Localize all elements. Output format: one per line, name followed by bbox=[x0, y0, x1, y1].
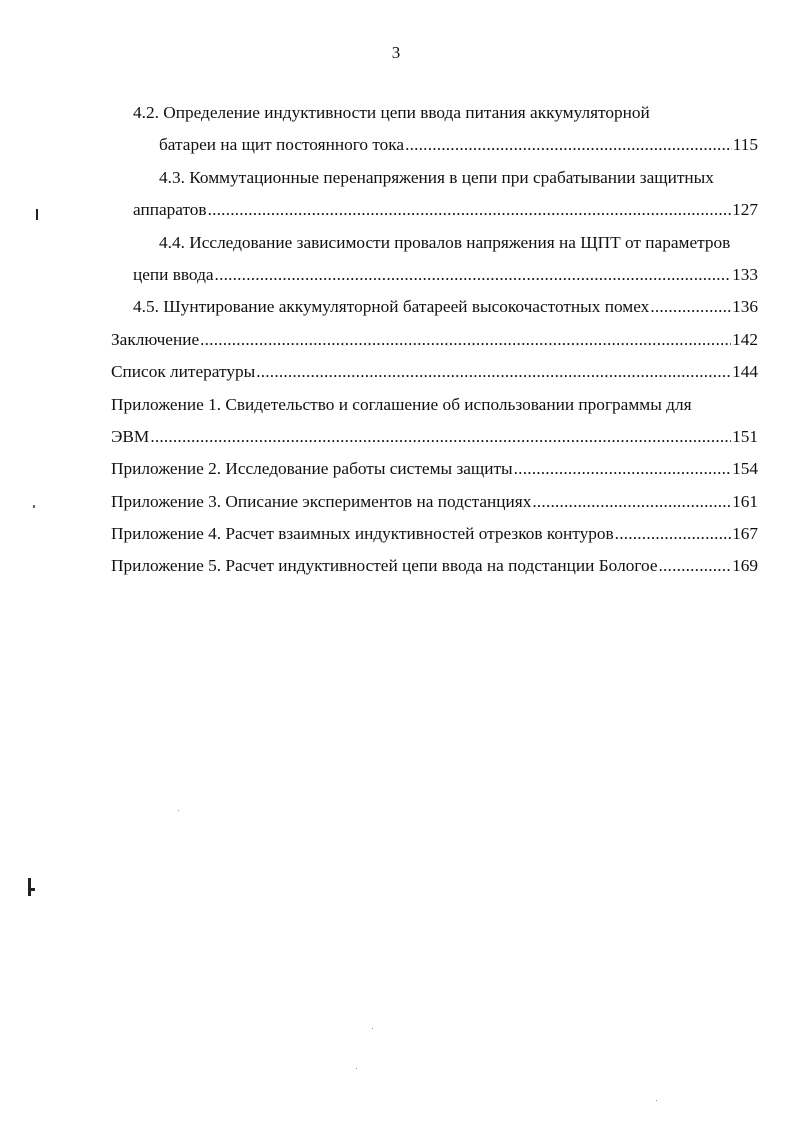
toc-entry-appendix-5[interactable] bbox=[0, 550, 792, 582]
toc-entry-title: Приложение 2. Исследование работы системы защиты bbox=[111, 459, 513, 479]
toc-leader-dots bbox=[215, 259, 732, 291]
toc-leader-dots bbox=[532, 486, 731, 518]
toc-page-number: 167 bbox=[732, 524, 758, 544]
toc-page-number: 161 bbox=[732, 491, 758, 511]
toc-leader-dots bbox=[514, 453, 731, 485]
toc-page-number: 136 bbox=[732, 297, 758, 317]
toc-entry-title: аппаратов bbox=[133, 200, 207, 220]
toc-page-number: 154 bbox=[732, 459, 758, 479]
scan-artifact bbox=[656, 1100, 657, 1101]
scan-artifact bbox=[372, 1028, 373, 1029]
toc-page-number: 169 bbox=[732, 556, 758, 576]
toc-entry-references[interactable] bbox=[0, 356, 792, 388]
toc-page-number: 127 bbox=[732, 200, 758, 220]
toc-entry-4-2[interactable] bbox=[0, 97, 792, 162]
scan-artifact bbox=[178, 810, 179, 811]
toc-leader-dots bbox=[200, 324, 731, 356]
toc-entry-line: 4.4. Исследование зависимости провалов напряжения на ЩПТ от параметров bbox=[159, 232, 731, 252]
scan-artifact bbox=[36, 209, 38, 220]
toc-entry-conclusion[interactable] bbox=[0, 324, 792, 356]
scan-artifact bbox=[30, 888, 35, 891]
toc-entry-4-3[interactable] bbox=[0, 162, 792, 227]
toc-entry-title: Приложение 3. Описание экспериментов на подстанциях bbox=[111, 491, 532, 511]
toc-entry-appendix-4[interactable] bbox=[0, 518, 792, 550]
toc-entry-title: цепи ввода bbox=[133, 264, 214, 284]
toc-leader-dots bbox=[650, 291, 731, 323]
toc-entry-title: батареи на щит постоянного тока bbox=[159, 135, 405, 155]
toc-page-number: 142 bbox=[732, 329, 758, 349]
toc-entry-4-5[interactable] bbox=[0, 291, 792, 323]
toc-entry-line: Приложение 1. Свидетельство и соглашение об использовании программы для bbox=[111, 394, 692, 414]
toc-leader-dots bbox=[150, 421, 731, 453]
toc-leader-dots bbox=[256, 356, 731, 388]
table-of-contents bbox=[0, 97, 792, 583]
page-number: 3 bbox=[391, 43, 401, 62]
toc-leader-dots bbox=[208, 194, 731, 226]
toc-entry-appendix-1[interactable] bbox=[0, 389, 792, 454]
toc-entry-line: 4.2. Определение индуктивности цепи ввода питания аккумуляторной bbox=[133, 103, 650, 122]
toc-entry-appendix-3[interactable] bbox=[0, 486, 792, 518]
toc-page-number: 151 bbox=[732, 426, 758, 446]
toc-entry-title: Приложение 5. Расчет индуктивностей цепи ввода на подстанции Бологое bbox=[111, 556, 658, 576]
toc-entry-title: Список литературы bbox=[111, 362, 256, 382]
scan-artifact bbox=[28, 878, 31, 896]
toc-leader-dots bbox=[615, 518, 731, 550]
toc-entry-title: Заключение bbox=[111, 329, 200, 349]
toc-entry-title: Приложение 4. Расчет взаимных индуктивностей отрезков контуров bbox=[111, 524, 614, 544]
toc-page-number: 133 bbox=[732, 264, 758, 284]
toc-entry-appendix-2[interactable] bbox=[0, 453, 792, 485]
toc-entry-line: 4.3. Коммутационные перенапряжения в цепи при срабатывании защитных bbox=[159, 167, 714, 187]
toc-leader-dots bbox=[659, 550, 732, 582]
scan-artifact bbox=[356, 1068, 357, 1069]
scan-artifact bbox=[33, 505, 35, 508]
toc-entry-4-4[interactable] bbox=[0, 227, 792, 292]
toc-entry-title: 4.5. Шунтирование аккумуляторной батареей высокочастотных помех bbox=[133, 297, 650, 317]
toc-page-number: 144 bbox=[732, 362, 758, 382]
toc-page-number: 115 bbox=[732, 135, 758, 155]
toc-entry-title: ЭВМ bbox=[111, 426, 150, 446]
toc-leader-dots bbox=[405, 129, 732, 161]
